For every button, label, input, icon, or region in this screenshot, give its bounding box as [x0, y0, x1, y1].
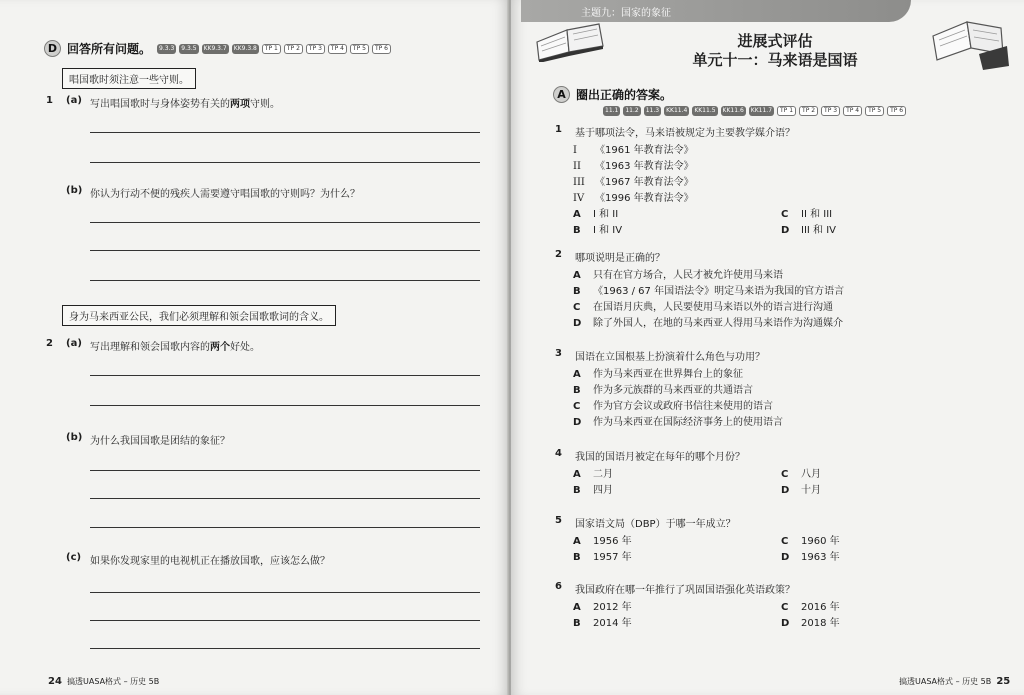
answer-line[interactable]	[90, 470, 480, 471]
part-label: (c)	[66, 552, 82, 563]
option-d[interactable]	[781, 548, 840, 563]
option-letter: C	[781, 209, 789, 220]
option-b[interactable]	[573, 548, 632, 563]
question-number: 2	[555, 249, 562, 260]
answer-line[interactable]	[90, 648, 480, 649]
option-text: 1960 年	[801, 536, 840, 547]
option-a[interactable]	[573, 365, 743, 380]
answer-line[interactable]	[90, 222, 480, 223]
question-number: 4	[555, 448, 562, 459]
question-text: 我国的国语月被定在每年的哪个月份？	[575, 452, 745, 463]
option-text: 四月	[593, 485, 613, 496]
section-d-header	[44, 40, 391, 57]
option-text: 除了外国人，在地的马来西亚人得用马来语作为沟通媒介	[593, 318, 843, 329]
question-text: 为什么我国国歌是团结的象征？	[90, 436, 230, 447]
part-label: (a)	[66, 95, 82, 106]
option-text: 十月	[801, 485, 821, 496]
option-b[interactable]	[573, 221, 622, 236]
option-letter: C	[781, 602, 789, 613]
question-text: 我国政府在哪一年推行了巩固国语强化英语政策？	[575, 585, 795, 596]
standard-tag: KK9.3.7	[203, 44, 227, 52]
standard-tag: 11.2	[625, 107, 639, 114]
question-text	[90, 95, 280, 110]
option-a[interactable]	[573, 266, 783, 281]
question-text: 国语在立国根基上扮演着什么角色与功用？	[575, 352, 765, 363]
option-letter: C	[573, 401, 581, 412]
option-text: III 和 IV	[801, 225, 836, 236]
page-footer	[899, 676, 1010, 687]
question-number: 1	[555, 124, 562, 135]
answer-line[interactable]	[90, 375, 480, 376]
option-b[interactable]	[573, 614, 632, 629]
question-text-part: 写出唱国歌时与身体姿势有关的	[90, 99, 230, 110]
option-text: 二月	[593, 469, 613, 480]
standard-tag: KK11.5	[694, 107, 716, 114]
section-letter: A	[553, 86, 570, 103]
roman-numeral: III	[573, 177, 585, 188]
option-text: 作为马来西亚在国际经济事务上的使用语言	[593, 417, 783, 428]
option-d[interactable]	[781, 221, 836, 236]
question-number: 6	[555, 581, 562, 592]
option-c[interactable]	[781, 205, 832, 220]
option-letter: D	[573, 318, 582, 329]
question-number: 5	[555, 515, 562, 526]
standard-tag: 11.1	[605, 107, 619, 114]
option-letter: D	[781, 618, 790, 629]
option-letter: A	[573, 469, 581, 480]
option-text: 在国语月庆典，人民要使用马来语以外的语言进行沟通	[593, 302, 833, 313]
option-letter: A	[573, 270, 581, 281]
option-text: 1963 年	[801, 552, 840, 563]
option-d[interactable]	[781, 481, 821, 496]
option-b[interactable]	[573, 282, 844, 297]
part-label: (b)	[66, 185, 83, 196]
section-instruction: 圈出正确的答案。	[576, 88, 673, 102]
roman-numeral: IV	[573, 193, 585, 204]
standard-tag: TP 6	[372, 44, 391, 54]
book-title: 搞透UASA格式 – 历史 5B	[899, 677, 992, 686]
page-number: 25	[996, 676, 1011, 687]
option-a[interactable]	[573, 465, 613, 480]
standard-tag: TP 3	[306, 44, 325, 54]
answer-line[interactable]	[90, 280, 480, 281]
question-text: 哪项说明是正确的？	[575, 253, 665, 264]
question-number: 2	[46, 338, 53, 349]
standard-tag: TP 5	[865, 106, 884, 116]
question-text-emphasis: 两项	[230, 99, 250, 110]
question-number: 3	[555, 348, 562, 359]
roman-numeral: II	[573, 161, 581, 172]
option-text: 作为多元族群的马来西亚的共通语言	[593, 385, 753, 396]
option-text: I 和 IV	[593, 225, 623, 236]
standard-tag: TP 2	[799, 106, 818, 116]
option-letter: C	[781, 469, 789, 480]
option-letter: A	[573, 209, 581, 220]
option-text: II 和 III	[801, 209, 833, 220]
stimulus-box-1: 唱国歌时须注意一些守则。	[62, 68, 196, 89]
standard-tag: 9.3.3	[159, 44, 175, 52]
option-letter: B	[573, 618, 581, 629]
standard-tag: TP 4	[843, 106, 862, 116]
option-b[interactable]	[573, 381, 753, 396]
option-text: 1957 年	[593, 552, 632, 563]
question-text: 基于哪项法令，马来语被规定为主要教学媒介语？	[575, 128, 795, 139]
option-text: 2012 年	[593, 602, 632, 613]
option-letter: B	[573, 286, 581, 297]
answer-line[interactable]	[90, 527, 480, 528]
option-letter: A	[573, 602, 581, 613]
page-footer	[48, 676, 159, 687]
statement-text: 《1967 年教育法令》	[595, 177, 694, 188]
learning-standard-tags	[157, 44, 391, 54]
option-d[interactable]	[573, 314, 843, 329]
question-text	[90, 338, 260, 353]
standard-tag: 9.3.5	[181, 44, 197, 52]
option-letter: B	[573, 485, 581, 496]
option-letter: D	[781, 552, 790, 563]
option-a[interactable]	[573, 598, 632, 613]
option-letter: D	[781, 485, 790, 496]
option-c[interactable]	[573, 397, 773, 412]
option-letter: D	[573, 417, 582, 428]
option-text: 八月	[801, 469, 821, 480]
option-a[interactable]	[573, 205, 618, 220]
option-letter: A	[573, 369, 581, 380]
option-letter: C	[573, 302, 581, 313]
standard-tag: TP 1	[777, 106, 796, 116]
stimulus-box-2: 身为马来西亚公民，我们必须理解和领会国歌歌词的含义。	[62, 305, 336, 326]
question-text: 国家语文局（DBP）于哪一年成立？	[575, 519, 736, 530]
option-c[interactable]	[781, 532, 840, 547]
option-text: 1956 年	[593, 536, 632, 547]
learning-standard-tags	[603, 106, 906, 116]
statement-item	[573, 141, 694, 156]
option-d[interactable]	[573, 413, 783, 428]
option-letter: B	[573, 225, 581, 236]
standard-tag: TP 5	[350, 44, 369, 54]
assessment-title: 进展式评估	[737, 32, 813, 50]
statement-text: 《1961 年教育法令》	[595, 145, 694, 156]
standard-tag: TP 6	[887, 106, 906, 116]
option-text: I 和 II	[593, 209, 619, 220]
answer-line[interactable]	[90, 498, 480, 499]
section-a-header	[553, 86, 672, 103]
part-label: (a)	[66, 338, 82, 349]
standard-tag: TP 4	[328, 44, 347, 54]
right-page	[511, 0, 1024, 695]
section-instruction: 回答所有问题。	[67, 42, 152, 56]
statement-item	[573, 157, 694, 172]
statement-item	[573, 189, 694, 204]
question-text: 你认为行动不便的残疾人需要遵守唱国歌的守则吗？为什么？	[90, 189, 360, 200]
question-text: 如果你发现家里的电视机正在播放国歌，应该怎么做？	[90, 556, 330, 567]
answer-line[interactable]	[90, 405, 480, 406]
answer-line[interactable]	[90, 620, 480, 621]
roman-numeral: I	[573, 145, 577, 156]
section-letter: D	[44, 40, 61, 57]
answer-line[interactable]	[90, 132, 480, 133]
open-book-icon	[923, 10, 1009, 70]
standard-tag: 11.3	[645, 107, 660, 114]
statement-text: 《1996 年教育法令》	[595, 193, 694, 204]
answer-line[interactable]	[90, 250, 480, 251]
option-a[interactable]	[573, 532, 632, 547]
answer-line[interactable]	[90, 592, 480, 593]
standard-tag: TP 2	[284, 44, 303, 54]
question-text-part: 守则。	[250, 99, 280, 110]
page-number: 24	[48, 676, 62, 687]
option-letter: C	[781, 536, 789, 547]
theme-title: 主题九：国家的象征	[581, 8, 671, 19]
option-c[interactable]	[573, 298, 833, 313]
statement-item	[573, 173, 694, 188]
option-c[interactable]	[781, 465, 821, 480]
statement-text: 《1963 年教育法令》	[595, 161, 694, 172]
standard-tag: KK11.4	[666, 107, 688, 114]
option-letter: B	[573, 385, 581, 396]
option-b[interactable]	[573, 481, 613, 496]
question-text-emphasis: 两个	[210, 342, 230, 353]
standard-tag: KK9.3.8	[233, 44, 257, 52]
option-c[interactable]	[781, 598, 840, 613]
standard-tag: KK11.6	[722, 107, 744, 114]
question-text-part: 好处。	[230, 342, 260, 353]
open-book-icon	[533, 12, 605, 62]
standard-tag: TP 3	[821, 106, 840, 116]
part-label: (b)	[66, 432, 83, 443]
book-title: 搞透UASA格式 – 历史 5B	[67, 677, 160, 686]
option-text: 2016 年	[801, 602, 840, 613]
option-letter: D	[781, 225, 790, 236]
option-text: 只有在官方场合，人民才被允许使用马来语	[593, 270, 783, 281]
standard-tag: TP 1	[262, 44, 281, 54]
answer-line[interactable]	[90, 162, 480, 163]
option-text: 2018 年	[801, 618, 840, 629]
option-letter: A	[573, 536, 581, 547]
option-text: 《1963 / 67 年国语法令》明定马来语为我国的官方语言	[593, 286, 845, 297]
option-text: 2014 年	[593, 618, 632, 629]
standard-tag: KK11.7	[750, 107, 773, 114]
left-page	[0, 0, 509, 695]
option-d[interactable]	[781, 614, 840, 629]
option-text: 作为马来西亚在世界舞台上的象征	[593, 369, 743, 380]
option-text: 作为官方会议或政府书信往来使用的语言	[593, 401, 773, 412]
question-number: 1	[46, 95, 53, 106]
question-text-part: 写出理解和领会国歌内容的	[90, 342, 210, 353]
option-letter: B	[573, 552, 581, 563]
unit-title: 单元十一：马来语是国语	[692, 51, 858, 69]
